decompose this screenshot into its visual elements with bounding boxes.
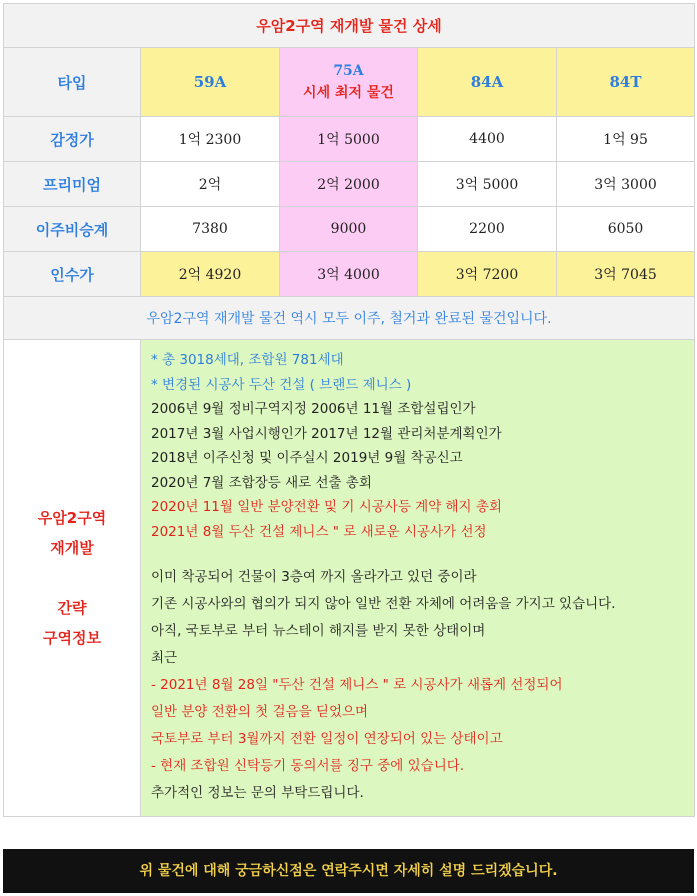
type-label: 타입 <box>4 48 141 117</box>
info-line: 2006년 9월 정비구역지정 2006년 11월 조합설립인가 <box>151 401 476 417</box>
type-75a-sub: 시세 최저 물건 <box>303 85 394 101</box>
table-cell: 1억 5000 <box>280 117 418 162</box>
row-label-acquisition: 인수가 <box>4 252 141 297</box>
note-text: 우암2구역 재개발 물건 역시 모두 이주, 철거과 완료된 물건입니다. <box>4 297 695 340</box>
table-cell: 3억 7200 <box>418 252 557 297</box>
info-line: 2020년 7월 조합장등 새로 선출 총회 <box>151 474 372 491</box>
type-84t: 84T <box>557 48 695 117</box>
row-label-appraisal: 감정가 <box>4 117 141 162</box>
info-side-line3: 간략 <box>57 599 87 617</box>
table-cell: 3억 3000 <box>557 162 695 207</box>
table-cell: 4400 <box>418 117 557 162</box>
info-body <box>141 340 695 817</box>
table-cell: 2억 <box>141 162 280 207</box>
info-side-line2: 재개발 <box>50 539 94 557</box>
info-line: 기존 시공사와의 협의가 되지 않아 일반 전환 자체에 어려움을 가지고 있습니다. <box>151 596 616 612</box>
contact-footer: 위 물건에 대해 궁금하신점은 연락주시면 자세히 설명 드리겠습니다. <box>3 849 694 893</box>
table-cell: 7380 <box>141 207 280 252</box>
table-cell: 2억 4920 <box>141 252 280 297</box>
type-75a <box>280 48 418 117</box>
info-side-line4: 구역정보 <box>43 629 101 647</box>
row-label-relocation: 이주비승계 <box>4 207 141 252</box>
table-cell: 3억 5000 <box>418 162 557 207</box>
table-cell: 1억 2300 <box>141 117 280 162</box>
page-title: 우암2구역 재개발 물건 상세 <box>4 4 695 48</box>
info-line: 2020년 11월 일반 분양전환 및 기 시공사등 계약 해지 총회 <box>151 499 502 515</box>
table-cell: 2억 2000 <box>280 162 418 207</box>
info-line: 2017년 3월 사업시행인가 2017년 12월 관리처분계획인가 <box>151 425 502 442</box>
type-84a: 84A <box>418 48 557 117</box>
info-line: 아직, 국토부로 부터 뉴스테이 해지를 받지 못한 상태이며 <box>151 623 486 639</box>
info-line: 일반 분양 전환의 첫 걸음을 딛었으며 <box>151 704 369 720</box>
info-line: - 현재 조합원 신탁등기 동의서를 징구 중에 있습니다. <box>151 758 465 774</box>
property-table <box>3 3 695 817</box>
table-cell: 3억 4000 <box>280 252 418 297</box>
table-cell: 9000 <box>280 207 418 252</box>
table-cell: 1억 95 <box>557 117 695 162</box>
info-side-label <box>4 340 141 817</box>
info-line: * 변경된 시공사 두산 건설 ( 브랜드 제니스 ) <box>151 376 412 393</box>
info-line: 이미 착공되어 건물이 3층여 까지 올라가고 있던 중이라 <box>151 569 477 585</box>
info-line: 국토부로 부터 3월까지 전환 일정이 연장되어 있는 상태이고 <box>151 731 503 747</box>
info-line: 최근 <box>151 650 178 666</box>
info-line: - 2021년 8월 28일 "두산 건설 제니스 " 로 시공사가 새롭게 선정되어 <box>151 677 563 693</box>
info-line: 추가적인 정보는 문의 부탁드립니다. <box>151 785 364 801</box>
table-cell: 6050 <box>557 207 695 252</box>
type-75a-name: 75A <box>333 63 364 79</box>
info-line: * 총 3018세대, 조합원 781세대 <box>151 352 344 368</box>
table-cell: 3억 7045 <box>557 252 695 297</box>
info-line: 2021년 8월 두산 건설 제니스 " 로 새로운 시공사가 선정 <box>151 523 487 540</box>
info-side-line1: 우암2구역 <box>37 509 107 527</box>
type-59a: 59A <box>141 48 280 117</box>
row-label-premium: 프리미엄 <box>4 162 141 207</box>
info-line: 2018년 이주신청 및 이주실시 2019년 9월 착공신고 <box>151 450 463 466</box>
table-cell: 2200 <box>418 207 557 252</box>
